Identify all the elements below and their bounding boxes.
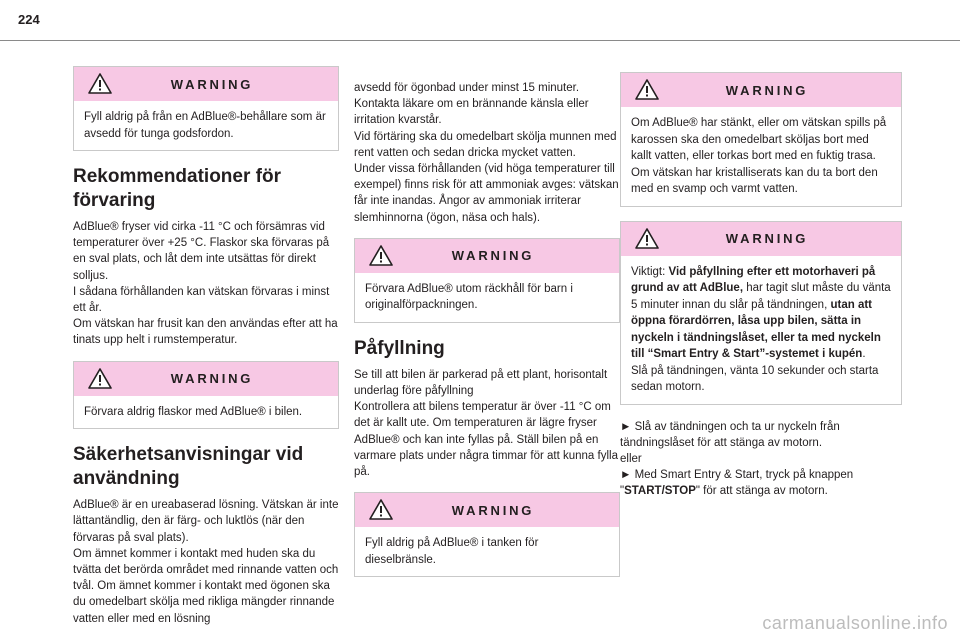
warning-header (621, 222, 901, 256)
warning-box (354, 492, 620, 577)
or-text: eller (620, 452, 642, 465)
step-item (620, 467, 902, 499)
important-bold: Vid påfyllning efter ett motorhaveri på grund av att AdBlue, (631, 265, 876, 294)
warning-header (355, 239, 619, 273)
warning-header (355, 493, 619, 527)
warning-header (74, 67, 338, 101)
important-bold: utan att öppna förardörren, låsa upp bilen, sätta in nyckeln i tändningslåset, eller ta med nyckeln till “Smart Entry & Start”-systemet i kupén (631, 298, 881, 360)
warning-line: Om AdBlue® har stänkt, eller om vätskan spills på karossen ska den omedelbart sköljas bort med kallt vatten, eller torkas bort med en fuktig trasa. (631, 117, 887, 162)
step-text: " för att stänga av motorn. (695, 485, 828, 498)
warning-line: Om vätskan har kristalliserats kan du ta bort den med en svamp och varmt vatten. (631, 166, 878, 195)
warning-box (620, 72, 902, 207)
storage-line: I sådana förhållanden kan vätskan förvaras i minst ett år. (73, 285, 330, 315)
heading-refill: Påfyllning (354, 337, 445, 359)
warning-title: WARNING (725, 82, 809, 98)
warning-triangle-icon (635, 228, 659, 249)
page-number: 224 (18, 12, 40, 27)
step-text: ► Med Smart Entry & Start, tryck på knappen " (620, 469, 854, 498)
warning-box (354, 238, 620, 323)
important-paragraph (631, 264, 891, 363)
warning-title: WARNING (170, 76, 254, 92)
column-1 (73, 66, 339, 639)
warning-header (74, 362, 338, 396)
warning-text (621, 107, 901, 206)
warning-text: Förvara AdBlue® utom räckhåll för barn i originalförpackningen. (365, 282, 573, 312)
warning-text (621, 256, 901, 404)
column-3 (620, 72, 902, 512)
warning-triangle-icon (635, 79, 659, 100)
warning-box (73, 361, 339, 430)
warning-box (620, 221, 902, 405)
safety-line: Vid förtäring ska du omedelbart skölja munnen med rent vatten och sedan dricka mycket vatten. (354, 130, 617, 159)
heading-storage: Rekommendationer för förvaring (73, 166, 281, 211)
safety-text-continued (354, 80, 620, 226)
refill-text (354, 367, 620, 480)
refill-line: Kontrollera att bilens temperatur är över -11 °C om det är kallt ute. Om temperaturen är lägre fryser AdBlue® och kan inte fyllas på. Ställ bilen på en varmare plats under några timmar för att kunna fylla på. (354, 401, 618, 479)
refill-line: Se till att bilen är parkerad på ett plant, horisontalt underlag före påfyllning (354, 368, 608, 398)
warning-text: Fyll aldrig på AdBlue® i tanken för dieselbränsle. (365, 537, 539, 566)
safety-text (73, 497, 339, 627)
storage-text (73, 219, 339, 349)
important-text: . (862, 348, 866, 360)
safety-line: AdBlue® är en ureabaserad lösning. Vätskan är inte lättantändlig, den är färg- och luktlös (när den förvaras på sval plats). (73, 499, 339, 544)
start-stop-label: START/STOP (624, 485, 696, 498)
storage-line: AdBlue® fryser vid cirka -11 °C och försämras vid temperaturer över +25 °C. Flaskor ska förvaras på en sval plats, och låt dem inte utsättas för direkt solljus. (73, 221, 330, 282)
safety-line: avsedd för ögonbad under minst 15 minuter. Kontakta läkare om en brännande känsla eller irritation kvarstår. (354, 82, 589, 127)
safety-line: Under vissa förhållanden (vid höga temperaturer till exempel) finns risk för att ammoniak avges: vätskan får inte inandas. Ångor av ammoniak irriterar slemhinnorna (ögon, näsa och hals). (354, 163, 619, 224)
warning-triangle-icon (369, 245, 393, 266)
warning-triangle-icon (369, 499, 393, 520)
safety-line: Om ämnet kommer i kontakt med huden ska du tvätta det berörda området med rinnande vatten och tvål. Om ämnet kommer i kontakt med ögonen ska du omedelbart skölja med rikliga mängder rinnande vatten eller med en lösning (73, 547, 339, 625)
warning-text: Förvara aldrig flaskor med AdBlue® i bilen. (84, 405, 303, 418)
column-2 (354, 80, 620, 591)
top-divider (0, 40, 960, 41)
warning-title: WARNING (170, 371, 254, 387)
warning-title: WARNING (451, 248, 535, 264)
warning-triangle-icon (88, 368, 112, 389)
heading-safety: Säkerhetsanvisningar vid användning (73, 444, 304, 490)
warning-box (73, 66, 339, 151)
warning-title: WARNING (725, 231, 809, 246)
step-item: ► Slå av tändningen och ta ur nyckeln från tändningslåset för att stänga av motorn. (620, 420, 840, 449)
warning-header (621, 73, 901, 107)
important-text: Slå på tändningen, vänta 10 sekunder och starta sedan motorn. (631, 364, 879, 393)
warning-text: Fyll aldrig på från en AdBlue®-behållare som är avsedd för tunga godsfordon. (84, 111, 326, 140)
storage-line: Om vätskan har frusit kan den användas efter att ha tinats upp helt i rumstemperatur. (73, 318, 338, 347)
warning-triangle-icon (88, 73, 112, 94)
watermark: carmanualsonline.info (762, 613, 948, 633)
important-prefix: Viktigt: (631, 265, 669, 278)
steps-text (620, 419, 902, 500)
important-text: har tagit slut måste du vänta 5 minuter innan du slår på tändningen, (631, 282, 891, 311)
warning-title: WARNING (451, 502, 535, 518)
